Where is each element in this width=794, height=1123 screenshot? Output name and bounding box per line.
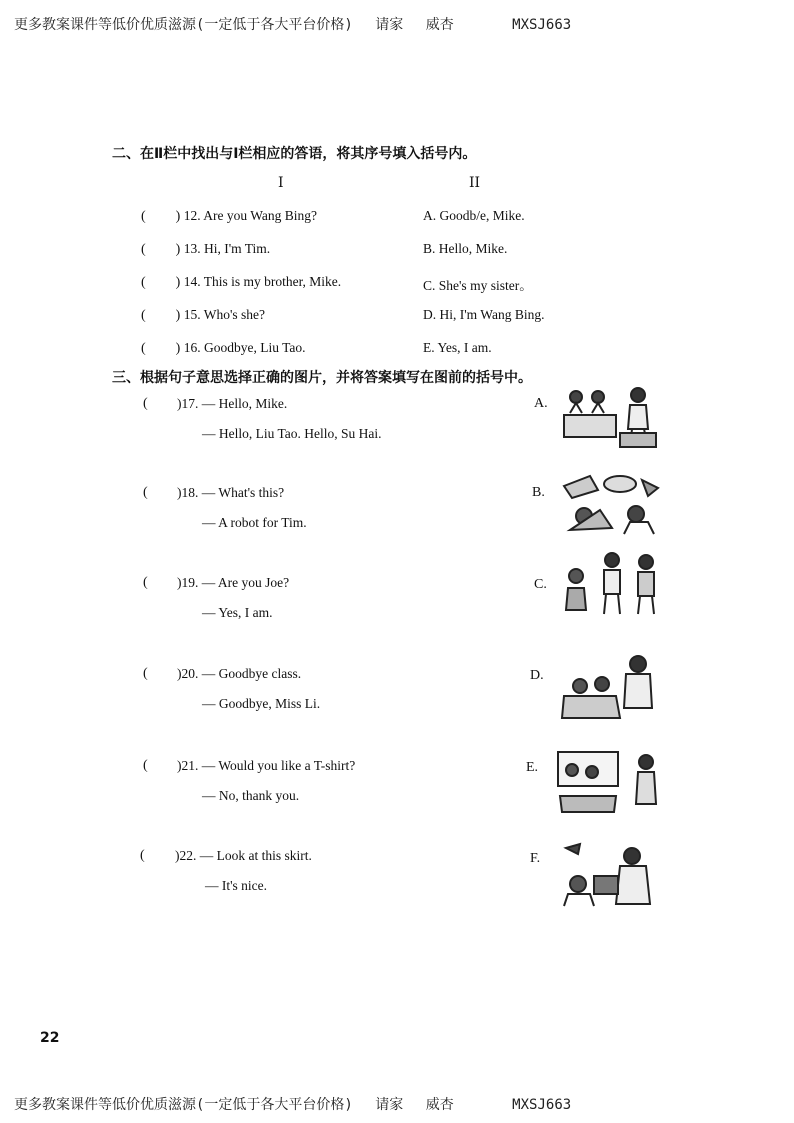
answer-paren-open[interactable]: (	[141, 275, 146, 290]
banner-contact-label: 请家	[375, 17, 404, 33]
picture-letter: D.	[530, 668, 544, 683]
shop-picture	[556, 748, 660, 816]
matching-answer: C. She's my sister。	[423, 278, 533, 293]
picture-letter: A.	[534, 396, 548, 411]
section-2-title: 二、在Ⅱ栏中找出与Ⅰ栏相应的答语，将其序号填入括号内。	[112, 146, 477, 162]
picture-letter: E.	[526, 760, 539, 775]
matching-answer: E. Yes, I am.	[423, 340, 492, 355]
answer-paren-close: )	[175, 341, 181, 356]
answer-paren-open[interactable]: (	[141, 341, 146, 356]
answer-paren-close: )	[175, 242, 181, 257]
dialogue-line-1: )17. — Hello, Mike.	[177, 396, 288, 411]
page-number: 22	[40, 1030, 60, 1046]
dialogue-line-2: — Yes, I am.	[202, 605, 273, 620]
question-text: 12. Are you Wang Bing?	[183, 208, 317, 223]
column-2-header: II	[469, 175, 481, 191]
answer-paren-open[interactable]: (	[141, 209, 146, 224]
answer-paren-open[interactable]: (	[143, 758, 148, 773]
dialogue-line-2: — Goodbye, Miss Li.	[202, 696, 321, 711]
matching-answer: D. Hi, I'm Wang Bing.	[423, 307, 545, 322]
banner-code: MXSJ663	[512, 17, 572, 33]
answer-paren-close: )	[175, 275, 181, 290]
answer-paren-open[interactable]: (	[141, 308, 146, 323]
picture-letter: F.	[530, 851, 541, 866]
bottom-banner	[14, 1094, 571, 1114]
question-text: 15. Who's she?	[183, 307, 266, 322]
question-text: 13. Hi, I'm Tim.	[183, 241, 271, 256]
dialogue-line-2: — It's nice.	[205, 878, 268, 893]
question-text: 14. This is my brother, Mike.	[183, 274, 342, 289]
dialogue-line-2: — A robot for Tim.	[202, 515, 307, 530]
dialogue-line-2: — No, thank you.	[202, 788, 300, 803]
section-3-title: 三、根据句子意思选择正确的图片，并将答案填写在图前的括号中。	[112, 370, 532, 386]
banner-contact-name: 威杏	[425, 1097, 454, 1113]
answer-paren-open[interactable]: (	[143, 575, 148, 590]
matching-answer: A. Goodb/e, Mike.	[423, 208, 525, 223]
answer-paren-open[interactable]: (	[143, 485, 148, 500]
matching-row	[141, 307, 265, 324]
answer-paren-close: )	[175, 308, 181, 323]
column-1-header: I	[278, 175, 284, 191]
matching-row	[141, 340, 306, 357]
classroom-picture	[560, 383, 664, 451]
question-text: 16. Goodbye, Liu Tao.	[183, 340, 306, 355]
answer-paren-open[interactable]: (	[141, 242, 146, 257]
dialogue-line-1: )20. — Goodbye class.	[177, 666, 302, 681]
toys-picture	[560, 470, 664, 538]
banner-text: 更多教案课件等低价优质滋源(一定低于各大平台价格)	[14, 17, 353, 33]
top-banner	[14, 14, 571, 34]
answer-paren-open[interactable]: (	[143, 396, 148, 411]
dialogue-line-2: — Hello, Liu Tao. Hello, Su Hai.	[202, 426, 382, 441]
dialogue-line-1: )22. — Look at this skirt.	[175, 848, 312, 863]
banner-text: 更多教案课件等低价优质滋源(一定低于各大平台价格)	[14, 1097, 353, 1113]
picture-letter: C.	[534, 577, 547, 592]
picture-letter: B.	[532, 485, 545, 500]
gift-picture	[560, 840, 664, 908]
answer-paren-open[interactable]: (	[143, 666, 148, 681]
children-picture	[560, 548, 664, 616]
matching-row	[141, 241, 270, 258]
matching-row	[141, 208, 317, 225]
dialogue-line-1: )21. — Would you like a T-shirt?	[177, 758, 356, 773]
matching-answer: B. Hello, Mike.	[423, 241, 508, 256]
dialogue-line-1: )19. — Are you Joe?	[177, 575, 290, 590]
banner-code: MXSJ663	[512, 1097, 572, 1113]
dialogue-line-1: )18. — What's this?	[177, 485, 285, 500]
matching-row	[141, 274, 341, 291]
teacher-class-picture	[560, 652, 664, 720]
banner-contact-label: 请家	[375, 1097, 404, 1113]
answer-paren-open[interactable]: (	[140, 848, 145, 863]
banner-contact-name: 威杏	[425, 17, 454, 33]
answer-paren-close: )	[175, 209, 181, 224]
